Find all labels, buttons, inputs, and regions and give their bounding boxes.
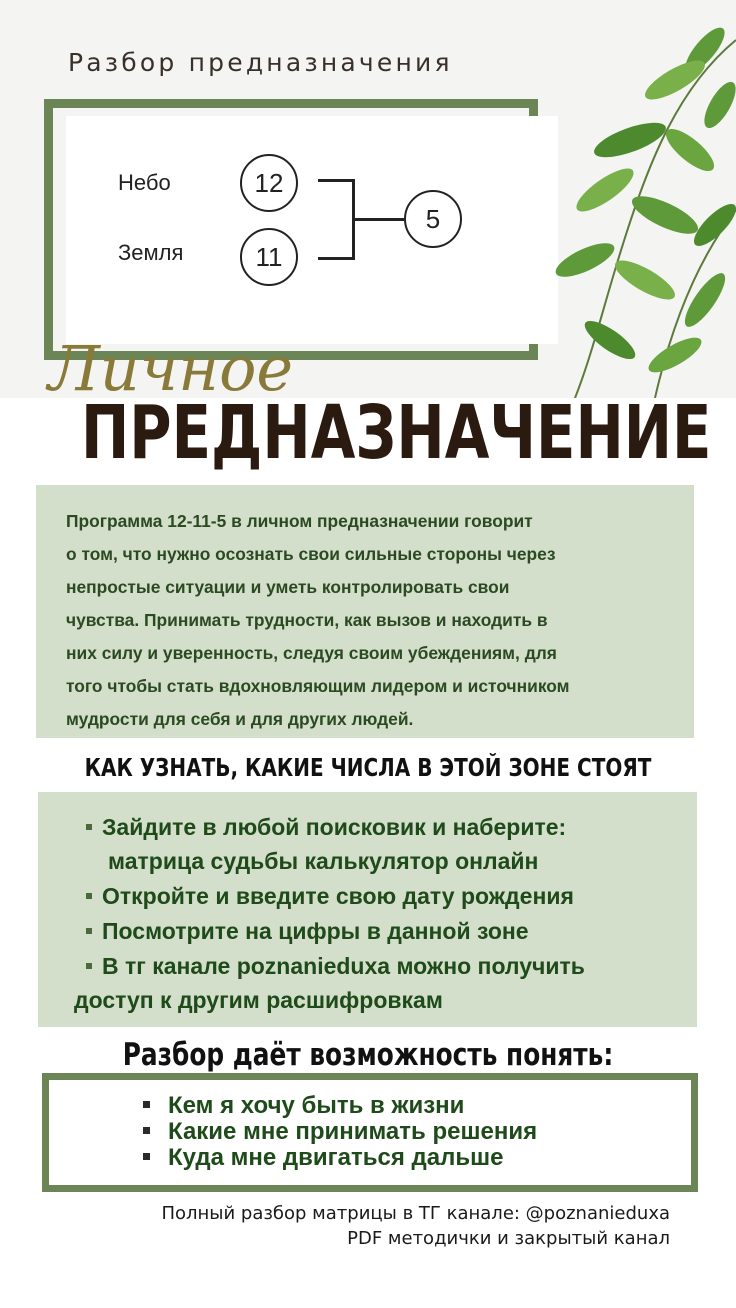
opportunity-item-text: Куда мне двигаться дальше [168, 1144, 504, 1171]
bracket-bottom [318, 257, 354, 260]
sky-label: Небо [118, 170, 171, 195]
description-line: чувства. Принимать трудности, как вызов и находить в [66, 610, 548, 630]
bullet-icon [86, 824, 92, 830]
bracket-connector [354, 218, 404, 221]
step-2-text: Откройте и введите свою дату рождения [102, 883, 574, 909]
steps-box [38, 792, 697, 1027]
step-1-continued: матрица судьбы калькулятор онлайн [108, 848, 539, 874]
result-number: 5 [404, 190, 462, 248]
hero-title: ПРЕДНАЗНАЧЕНИЕ [80, 390, 712, 476]
step-4-continued: доступ к другим расшифровкам [74, 987, 443, 1013]
bullet-icon [86, 963, 92, 969]
page-header-title: Разбор предназначения [68, 48, 453, 77]
opportunity-box [42, 1073, 698, 1192]
step-4-text: В тг канале poznanieduxa можно получить [102, 953, 585, 979]
earth-label: Земля [118, 240, 184, 265]
opportunity-item [143, 1144, 503, 1172]
description-line: о том, что нужно осознать свои сильные стороны через [66, 544, 556, 564]
step-4 [86, 953, 585, 980]
sky-number: 12 [240, 154, 298, 212]
bullet-icon [143, 1127, 150, 1134]
opportunity-item [143, 1092, 464, 1120]
opportunity-item [143, 1118, 537, 1146]
description-line: непростые ситуации и уметь контролировать свои [66, 577, 510, 597]
leaves-decoration-icon [555, 10, 736, 398]
description-line: мудрости для себя и для других людей. [66, 709, 414, 729]
description-box [36, 485, 694, 738]
step-1 [86, 814, 566, 841]
description-line: них силу и уверенность, следуя своим убеждениям, для [66, 643, 557, 663]
step-2 [86, 883, 574, 910]
question-heading: КАК УЗНАТЬ, КАКИЕ ЧИСЛА В ЭТОЙ ЗОНЕ СТОЯТ [84, 753, 652, 782]
opportunity-heading: Разбор даёт возможность понять: [122, 1037, 614, 1073]
footer-channel-line: Полный разбор матрицы в ТГ канале: @poznanieduxa [161, 1203, 670, 1224]
diagram-card [66, 116, 558, 344]
step-3 [86, 918, 529, 945]
bullet-icon [86, 893, 92, 899]
script-word-text: Личное [48, 332, 294, 405]
bullet-icon [143, 1153, 150, 1160]
description-line: того чтобы стать вдохновляющим лидером и источником [66, 676, 570, 696]
bullet-icon [143, 1101, 150, 1108]
bracket-top [318, 179, 354, 182]
footer-pdf-line: PDF методички и закрытый канал [347, 1228, 670, 1249]
step-1-text: Зайдите в любой поисковик и наберите: [102, 814, 567, 840]
step-3-text: Посмотрите на цифры в данной зоне [102, 918, 529, 944]
opportunity-item-text: Какие мне принимать решения [168, 1118, 538, 1145]
earth-number: 11 [240, 228, 298, 286]
description-line: Программа 12-11-5 в личном предназначении говорит [66, 511, 533, 531]
opportunity-item-text: Кем я хочу быть в жизни [168, 1092, 465, 1119]
bullet-icon [86, 928, 92, 934]
